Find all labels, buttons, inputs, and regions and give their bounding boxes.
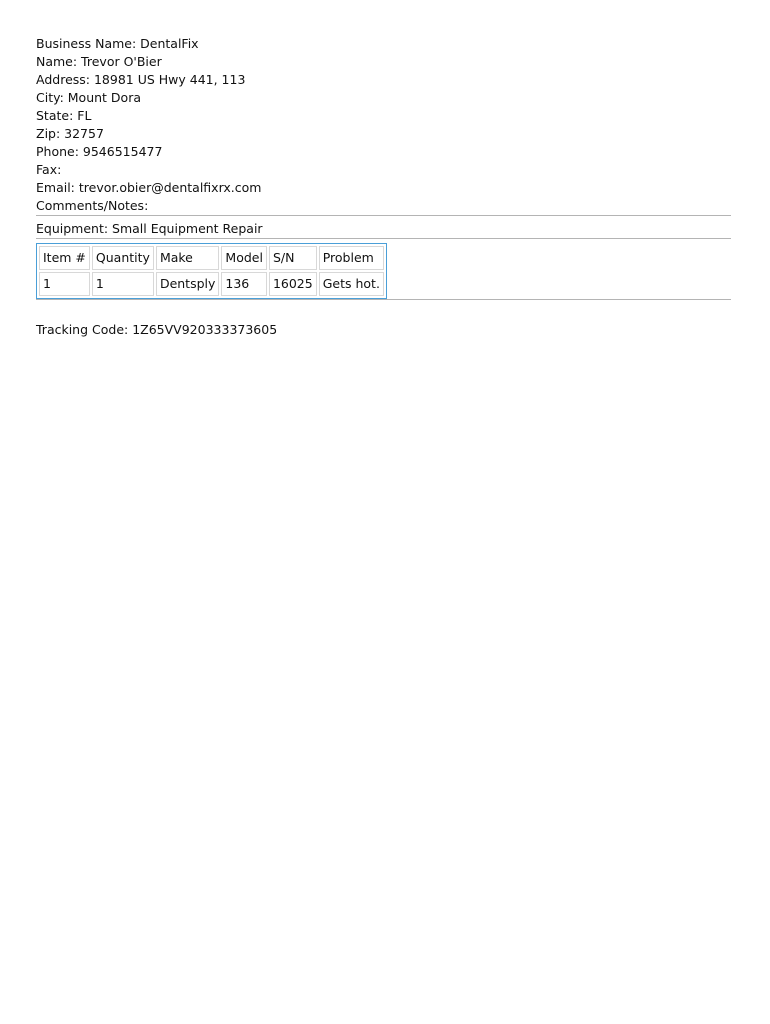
- cell-item-number: 1: [39, 272, 90, 296]
- cell-make: Dentsply: [156, 272, 219, 296]
- equipment-type: Equipment: Small Equipment Repair: [36, 221, 263, 236]
- items-table: [36, 243, 387, 299]
- column-header-make: Make: [156, 246, 219, 270]
- column-header-item-number: Item #: [39, 246, 90, 270]
- column-header-problem: Problem: [319, 246, 384, 270]
- column-header-quantity: Quantity: [92, 246, 154, 270]
- divider: [36, 299, 731, 300]
- zip: Zip: 32757: [36, 126, 104, 141]
- divider: [36, 238, 731, 239]
- fax: Fax:: [36, 162, 62, 177]
- column-header-model: Model: [221, 246, 267, 270]
- address: Address: 18981 US Hwy 441, 113: [36, 72, 246, 87]
- comments-notes: Comments/Notes:: [36, 198, 149, 213]
- city: City: Mount Dora: [36, 90, 141, 105]
- state: State: FL: [36, 108, 92, 123]
- tracking-code: Tracking Code: 1Z65VV920333373605: [36, 322, 278, 337]
- phone: Phone: 9546515477: [36, 144, 163, 159]
- business-name: Business Name: DentalFix: [36, 36, 199, 51]
- cell-model: 136: [221, 272, 267, 296]
- column-header-serial-number: S/N: [269, 246, 317, 270]
- divider: [36, 215, 731, 216]
- cell-problem: Gets hot.: [319, 272, 384, 296]
- table-header-row: [39, 246, 384, 270]
- order-document: [36, 35, 731, 339]
- contact-name: Name: Trevor O'Bier: [36, 54, 162, 69]
- cell-serial-number: 16025: [269, 272, 317, 296]
- email: Email: trevor.obier@dentalfixrx.com: [36, 180, 262, 195]
- table-row: [39, 272, 384, 296]
- contact-info: [36, 35, 731, 215]
- cell-quantity: 1: [92, 272, 154, 296]
